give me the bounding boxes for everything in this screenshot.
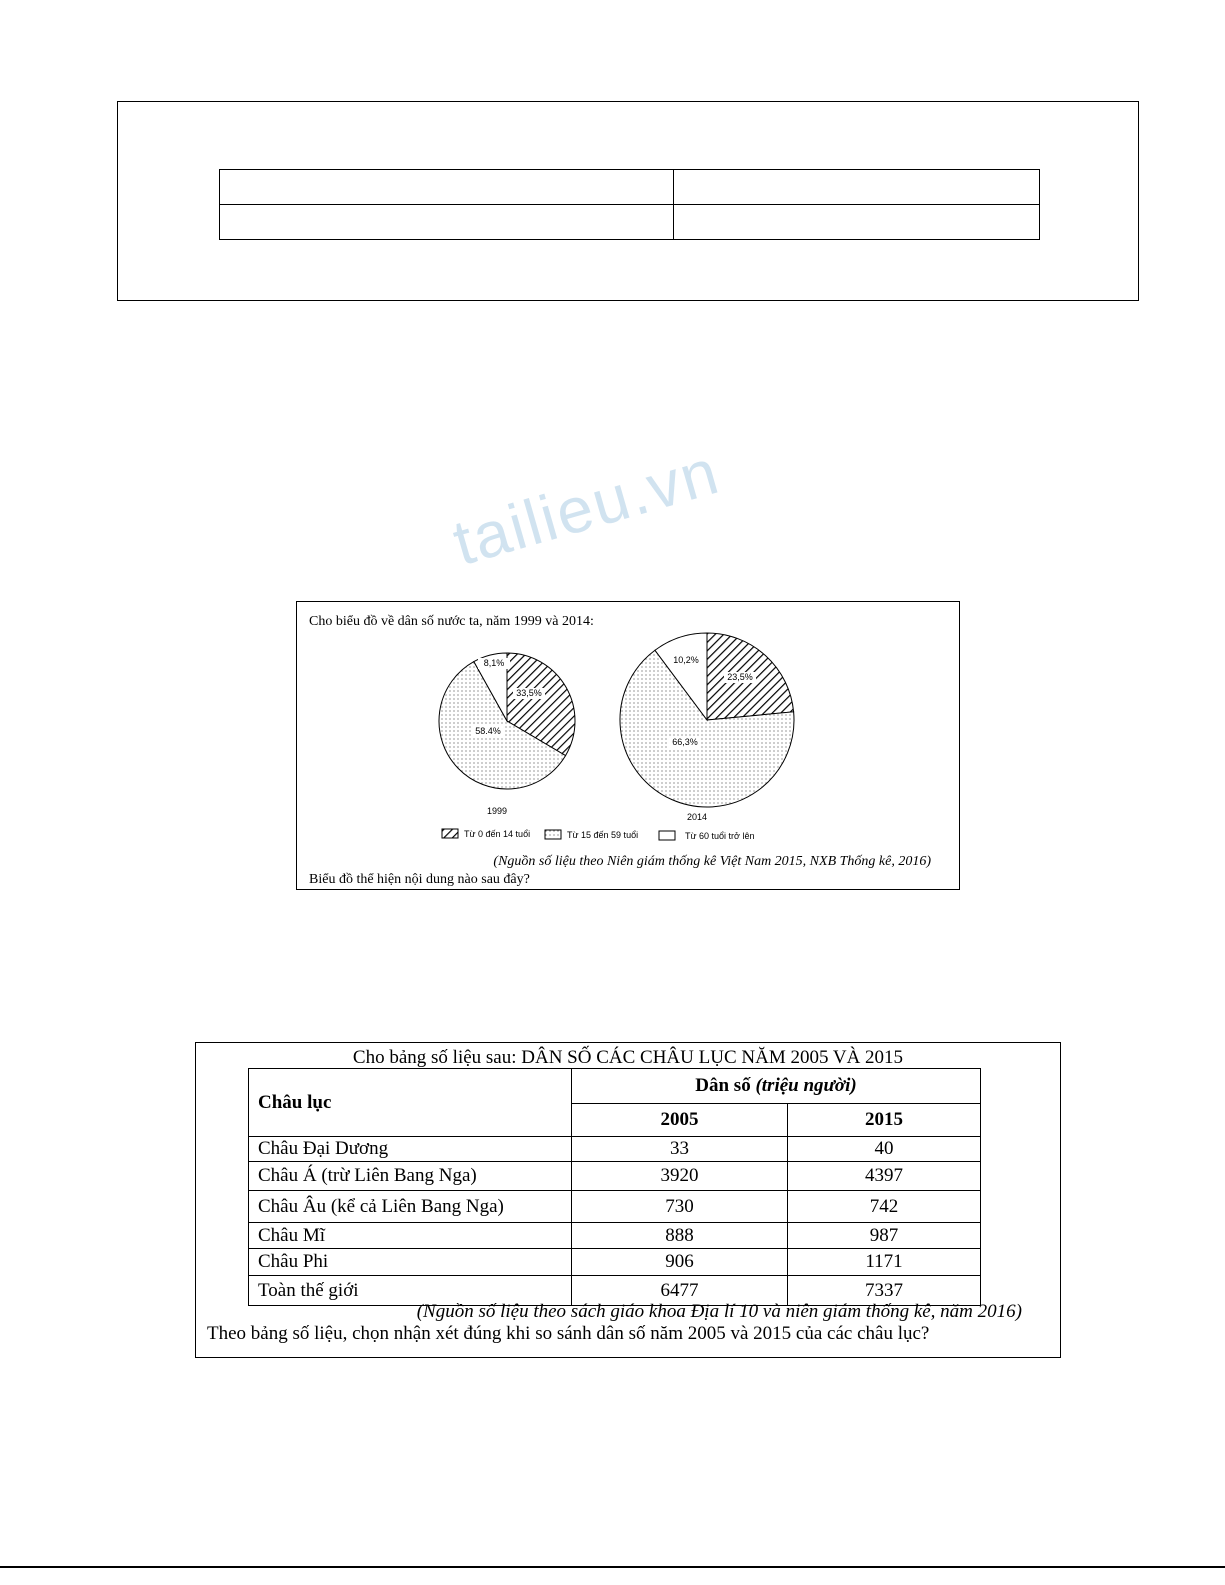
row-value-2015: 987 — [788, 1223, 981, 1249]
data-label: 23,5% — [727, 672, 753, 682]
row-name: Châu Đại Dương — [249, 1137, 572, 1162]
table-row — [249, 1249, 981, 1276]
header-region: Châu lục — [249, 1069, 572, 1137]
row-name: Châu Á (trừ Liên Bang Nga) — [249, 1162, 572, 1191]
table-row — [249, 1162, 981, 1191]
pie-figure — [296, 601, 960, 890]
legend — [442, 829, 754, 841]
pie-year-label: 1999 — [486, 806, 508, 816]
row-value-2015: 7337 — [788, 1276, 981, 1306]
row-value-2005: 3920 — [572, 1162, 788, 1191]
table-row — [249, 1137, 981, 1162]
page-bottom-rule — [0, 1566, 1225, 1568]
table-header-row — [249, 1069, 981, 1104]
figure-source: (Nguồn số liệu theo Niên giám thống kê Việt Nam 2015, NXB Thống kê, 2016) — [493, 854, 931, 869]
population-table — [248, 1068, 981, 1306]
table-cell — [674, 170, 1040, 205]
header-year-2005: 2005 — [572, 1104, 788, 1137]
row-value-2005: 906 — [572, 1249, 788, 1276]
header-population — [572, 1069, 981, 1104]
row-value-2005: 6477 — [572, 1276, 788, 1306]
table-question: Theo bảng số liệu, chọn nhận xét đúng khi so sánh dân số năm 2005 và 2015 của các châu lục? — [207, 1323, 930, 1344]
data-label: 8,1% — [483, 658, 505, 668]
pie-chart-svg — [297, 602, 961, 891]
legend-swatch-60plus — [659, 831, 675, 840]
empty-table — [219, 169, 1040, 240]
row-value-2015: 742 — [788, 1191, 981, 1223]
row-name: Toàn thế giới — [249, 1276, 572, 1306]
data-label: 10,2% — [673, 655, 699, 665]
row-value-2015: 1171 — [788, 1249, 981, 1276]
table-cell — [220, 205, 674, 240]
row-value-2015: 4397 — [788, 1162, 981, 1191]
table-source: (Nguồn số liệu theo sách giáo khoa Địa lí 10 và niên giám thống kê, năm 2016) — [416, 1301, 1022, 1322]
header-population-label: Dân số — [695, 1075, 751, 1096]
figure-ask: Biểu đồ thể hiện nội dung nào sau đây? — [309, 872, 530, 887]
row-value-2005: 730 — [572, 1191, 788, 1223]
table-row — [249, 1223, 981, 1249]
figure-question: Cho biểu đồ về dân số nước ta, năm 1999 và 2014: — [309, 614, 594, 629]
legend-swatch-0-14 — [442, 829, 458, 838]
table-title: Cho bảng số liệu sau: DÂN SỐ CÁC CHÂU LỤC NĂM 2005 VÀ 2015 — [352, 1047, 904, 1068]
table-row — [249, 1191, 981, 1223]
table-row — [220, 205, 1040, 240]
row-value-2005: 888 — [572, 1223, 788, 1249]
header-year-2015: 2015 — [788, 1104, 981, 1137]
pie-year-label: 2014 — [686, 812, 708, 822]
data-label: 58.4% — [475, 726, 501, 736]
population-table-box — [195, 1042, 1061, 1358]
empty-answer-box — [117, 101, 1139, 301]
data-label: 33,5% — [516, 688, 542, 698]
table-row — [220, 170, 1040, 205]
row-value-2005: 33 — [572, 1137, 788, 1162]
table-cell — [674, 205, 1040, 240]
legend-label-15-59: Từ 15 đến 59 tuổi — [567, 830, 639, 840]
legend-label-0-14: Từ 0 đến 14 tuổi — [464, 829, 531, 839]
row-name: Châu Phi — [249, 1249, 572, 1276]
data-label: 66,3% — [672, 737, 698, 747]
header-unit: (triệu người) — [755, 1075, 857, 1096]
row-name: Châu Âu (kể cả Liên Bang Nga) — [249, 1191, 572, 1223]
legend-swatch-15-59 — [545, 830, 561, 839]
legend-label-60plus: Từ 60 tuổi trở lên — [685, 831, 755, 841]
row-value-2015: 40 — [788, 1137, 981, 1162]
watermark: tailieu.vn — [445, 434, 728, 580]
row-name: Châu Mĩ — [249, 1223, 572, 1249]
table-cell — [220, 170, 674, 205]
